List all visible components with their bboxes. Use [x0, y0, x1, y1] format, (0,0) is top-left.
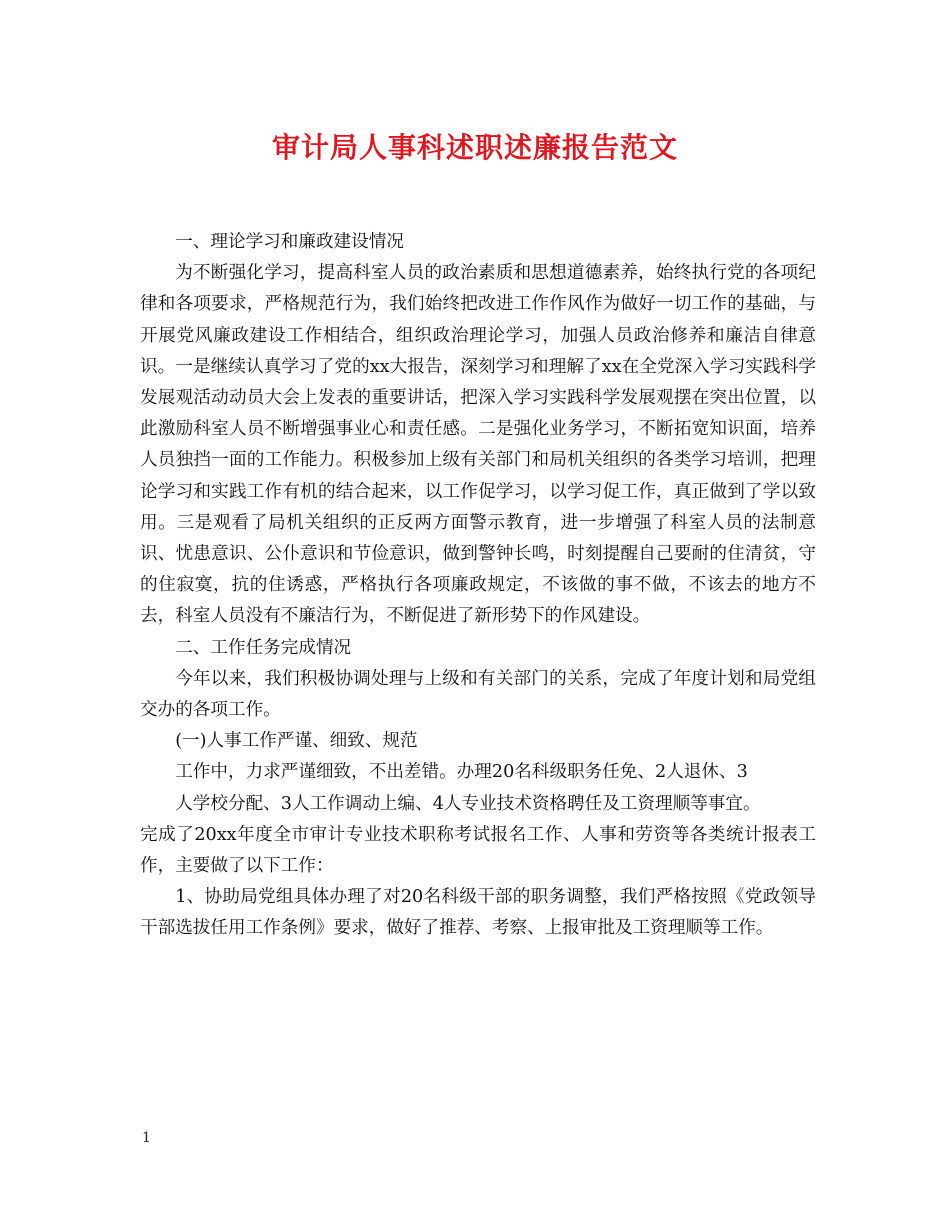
document-title: 审计局人事科述职述廉报告范文	[271, 131, 678, 164]
section-heading-1: 一、理论学习和廉政建设情况	[175, 232, 404, 252]
paragraph: 1、协助局党组具体办理了对20名科级干部的职务调整，我们严格按照《党政领导干部选拔任用工作条例》要求，做好了推荐、考察、上报审批及工资理顺等工作。	[140, 887, 816, 939]
paragraph: 工作中，力求严谨细致，不出差错。办理20名科级职务任免、2人退休、3	[175, 762, 748, 783]
subsection-heading: (一)人事工作严谨、细致、规范	[175, 731, 418, 752]
paragraph: 为不断强化学习，提高科室人员的政治素质和思想道德素养，始终执行党的各项纪律和各项要求，严格规范行为，我们始终把改进工作作风作为做好一切工作的基础，与开展党风廉政建设工作相结合，组织政治理论学习，加强人员政治修养和廉洁自律意识。一是继续认真学习了党的xx大报告，深刻学习和理解了xx在全党深入学习实践科学发展观活动动员大会上发表的重要讲话，把深入学习实践科学发展观摆在突出位置，以此激励科室人员不断增强事业心和责任感。二是强化业务学习，不断拓宽知识面，培养人员独挡一面的工作能力。积极参加上级有关部门和局机关组织的各类学习培训，把理论学习和实践工作有机的结合起来，以工作促学习，以学习促工作，真正做到了学以致用。三是观看了局机关组织的正反两方面警示教育，进一步增强了科室人员的法制意识、忧患意识、公仆意识和节俭意识，做到警钟长鸣，时刻提醒自己要耐的住清贫，守的住寂寞，抗的住诱惑，严格执行各项廉政规定，不该做的事不做，不该去的地方不去，科室人员没有不廉洁行为，不断促进了新形势下的作风建设。	[140, 263, 816, 627]
section-heading-2: 二、工作任务完成情况	[175, 637, 352, 658]
document-body	[140, 227, 816, 945]
paragraph: 今年以来，我们积极协调处理与上级和有关部门的关系，完成了年度计划和局党组交办的各项工作。	[140, 668, 816, 721]
page-number: 1	[142, 1130, 151, 1146]
paragraph: 人学校分配、3人工作调动上编、4人专业技术资格聘任及工资理顺等事宜。	[175, 793, 761, 814]
paragraph: 完成了20xx年度全市审计专业技术职称考试报名工作、人事和劳资等各类统计报表工作，主要做了以下工作：	[140, 824, 816, 877]
